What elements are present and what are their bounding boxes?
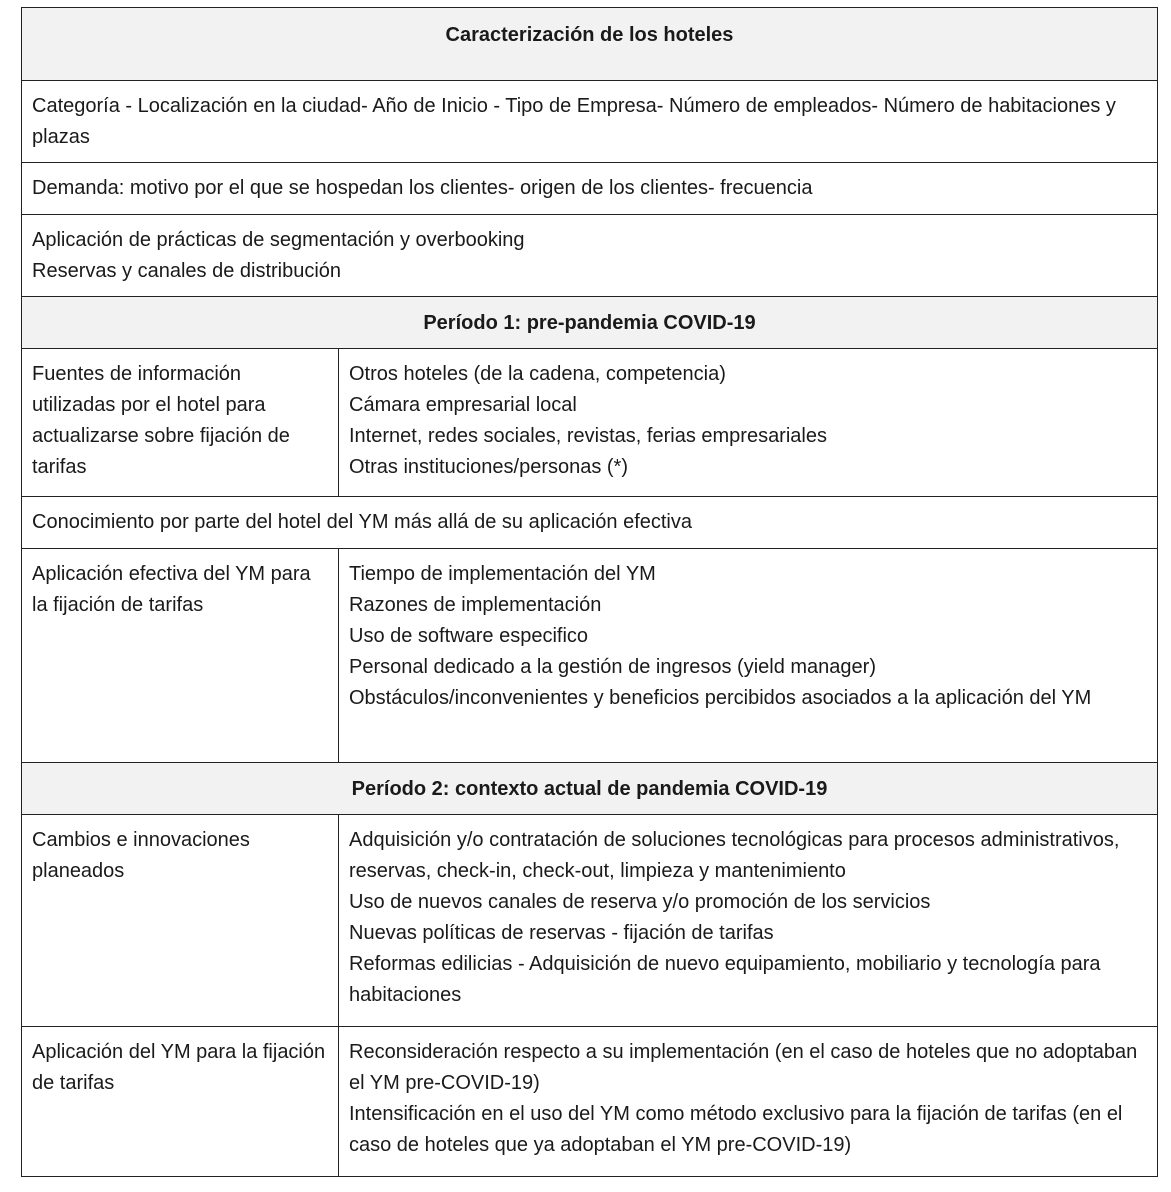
list-item: Reformas edilicias - Adquisición de nuevo equipamiento, mobiliario y tecnología para habitaciones <box>349 953 1101 1006</box>
application-label: Aplicación efectiva del YM para la fijación de tarifas <box>32 563 311 616</box>
sources-items-cell <box>339 349 1157 496</box>
ym-label-cell <box>22 1027 339 1176</box>
practices-text: Aplicación de prácticas de segmentación y overbooking <box>32 229 525 251</box>
table-title-row <box>22 7 1157 81</box>
list-item: Cámara empresarial local <box>349 394 577 416</box>
list-item: Obstáculos/inconvenientes y beneficios percibidos asociados a la aplicación del YM <box>349 687 1092 709</box>
ym-row <box>22 1027 1157 1177</box>
ym-items-cell <box>339 1027 1157 1176</box>
list-item: Reconsideración respecto a su implementación (en el caso de hoteles que no adoptaban el YM pre-COVID-19) <box>349 1041 1138 1094</box>
changes-label: Cambios e innovaciones planeados <box>32 829 250 882</box>
list-item: Razones de implementación <box>349 594 602 616</box>
knowledge-row <box>22 497 1157 549</box>
period1-heading: Período 1: pre-pandemia COVID-19 <box>423 312 756 334</box>
general-text: Categoría - Localización en la ciudad- Año de Inicio - Tipo de Empresa- Número de empleados- Número de habitaciones y plazas <box>32 95 1116 148</box>
list-item: Adquisición y/o contratación de soluciones tecnológicas para procesos administrativos, reservas, check-in, check-out, limpieza y mantenimiento <box>349 829 1120 882</box>
list-item: Personal dedicado a la gestión de ingresos (yield manager) <box>349 656 876 678</box>
ym-label: Aplicación del YM para la fijación de tarifas <box>32 1041 326 1094</box>
demand-text: Demanda: motivo por el que se hospedan los clientes- origen de los clientes- frecuencia <box>32 177 813 199</box>
period2-heading-row <box>22 763 1157 815</box>
changes-items-cell <box>339 815 1157 1026</box>
sources-label-cell <box>22 349 339 496</box>
practices-text: Reservas y canales de distribución <box>32 260 342 282</box>
application-label-cell <box>22 549 339 762</box>
list-item: Internet, redes sociales, revistas, ferias empresariales <box>349 425 827 447</box>
knowledge-text: Conocimiento por parte del hotel del YM más allá de su aplicación efectiva <box>32 511 692 533</box>
hotel-characterization-table <box>21 7 1158 1177</box>
list-item: Uso de software especifico <box>349 625 589 647</box>
application-items-cell <box>339 549 1157 762</box>
sources-label: Fuentes de información utilizadas por el hotel para actualizarse sobre fijación de tarifas <box>32 363 290 478</box>
list-item: Uso de nuevos canales de reserva y/o promoción de los servicios <box>349 891 931 913</box>
changes-label-cell <box>22 815 339 1026</box>
table-title: Caracterización de los hoteles <box>445 24 734 46</box>
list-item: Nuevas políticas de reservas - fijación de tarifas <box>349 922 774 944</box>
list-item: Tiempo de implementación del YM <box>349 563 656 585</box>
list-item: Otros hoteles (de la cadena, competencia) <box>349 363 726 385</box>
changes-row <box>22 815 1157 1027</box>
period1-heading-row <box>22 297 1157 349</box>
list-item: Intensificación en el uso del YM como método exclusivo para la fijación de tarifas (en el caso de hoteles que ya adoptaban el YM pre-COVID-19) <box>349 1103 1123 1156</box>
demand-row <box>22 163 1157 215</box>
list-item: Otras instituciones/personas (*) <box>349 456 629 478</box>
practices-row <box>22 215 1157 297</box>
period2-heading: Período 2: contexto actual de pandemia COVID-19 <box>351 778 828 800</box>
general-row <box>22 81 1157 163</box>
sources-row <box>22 349 1157 497</box>
application-row <box>22 549 1157 763</box>
